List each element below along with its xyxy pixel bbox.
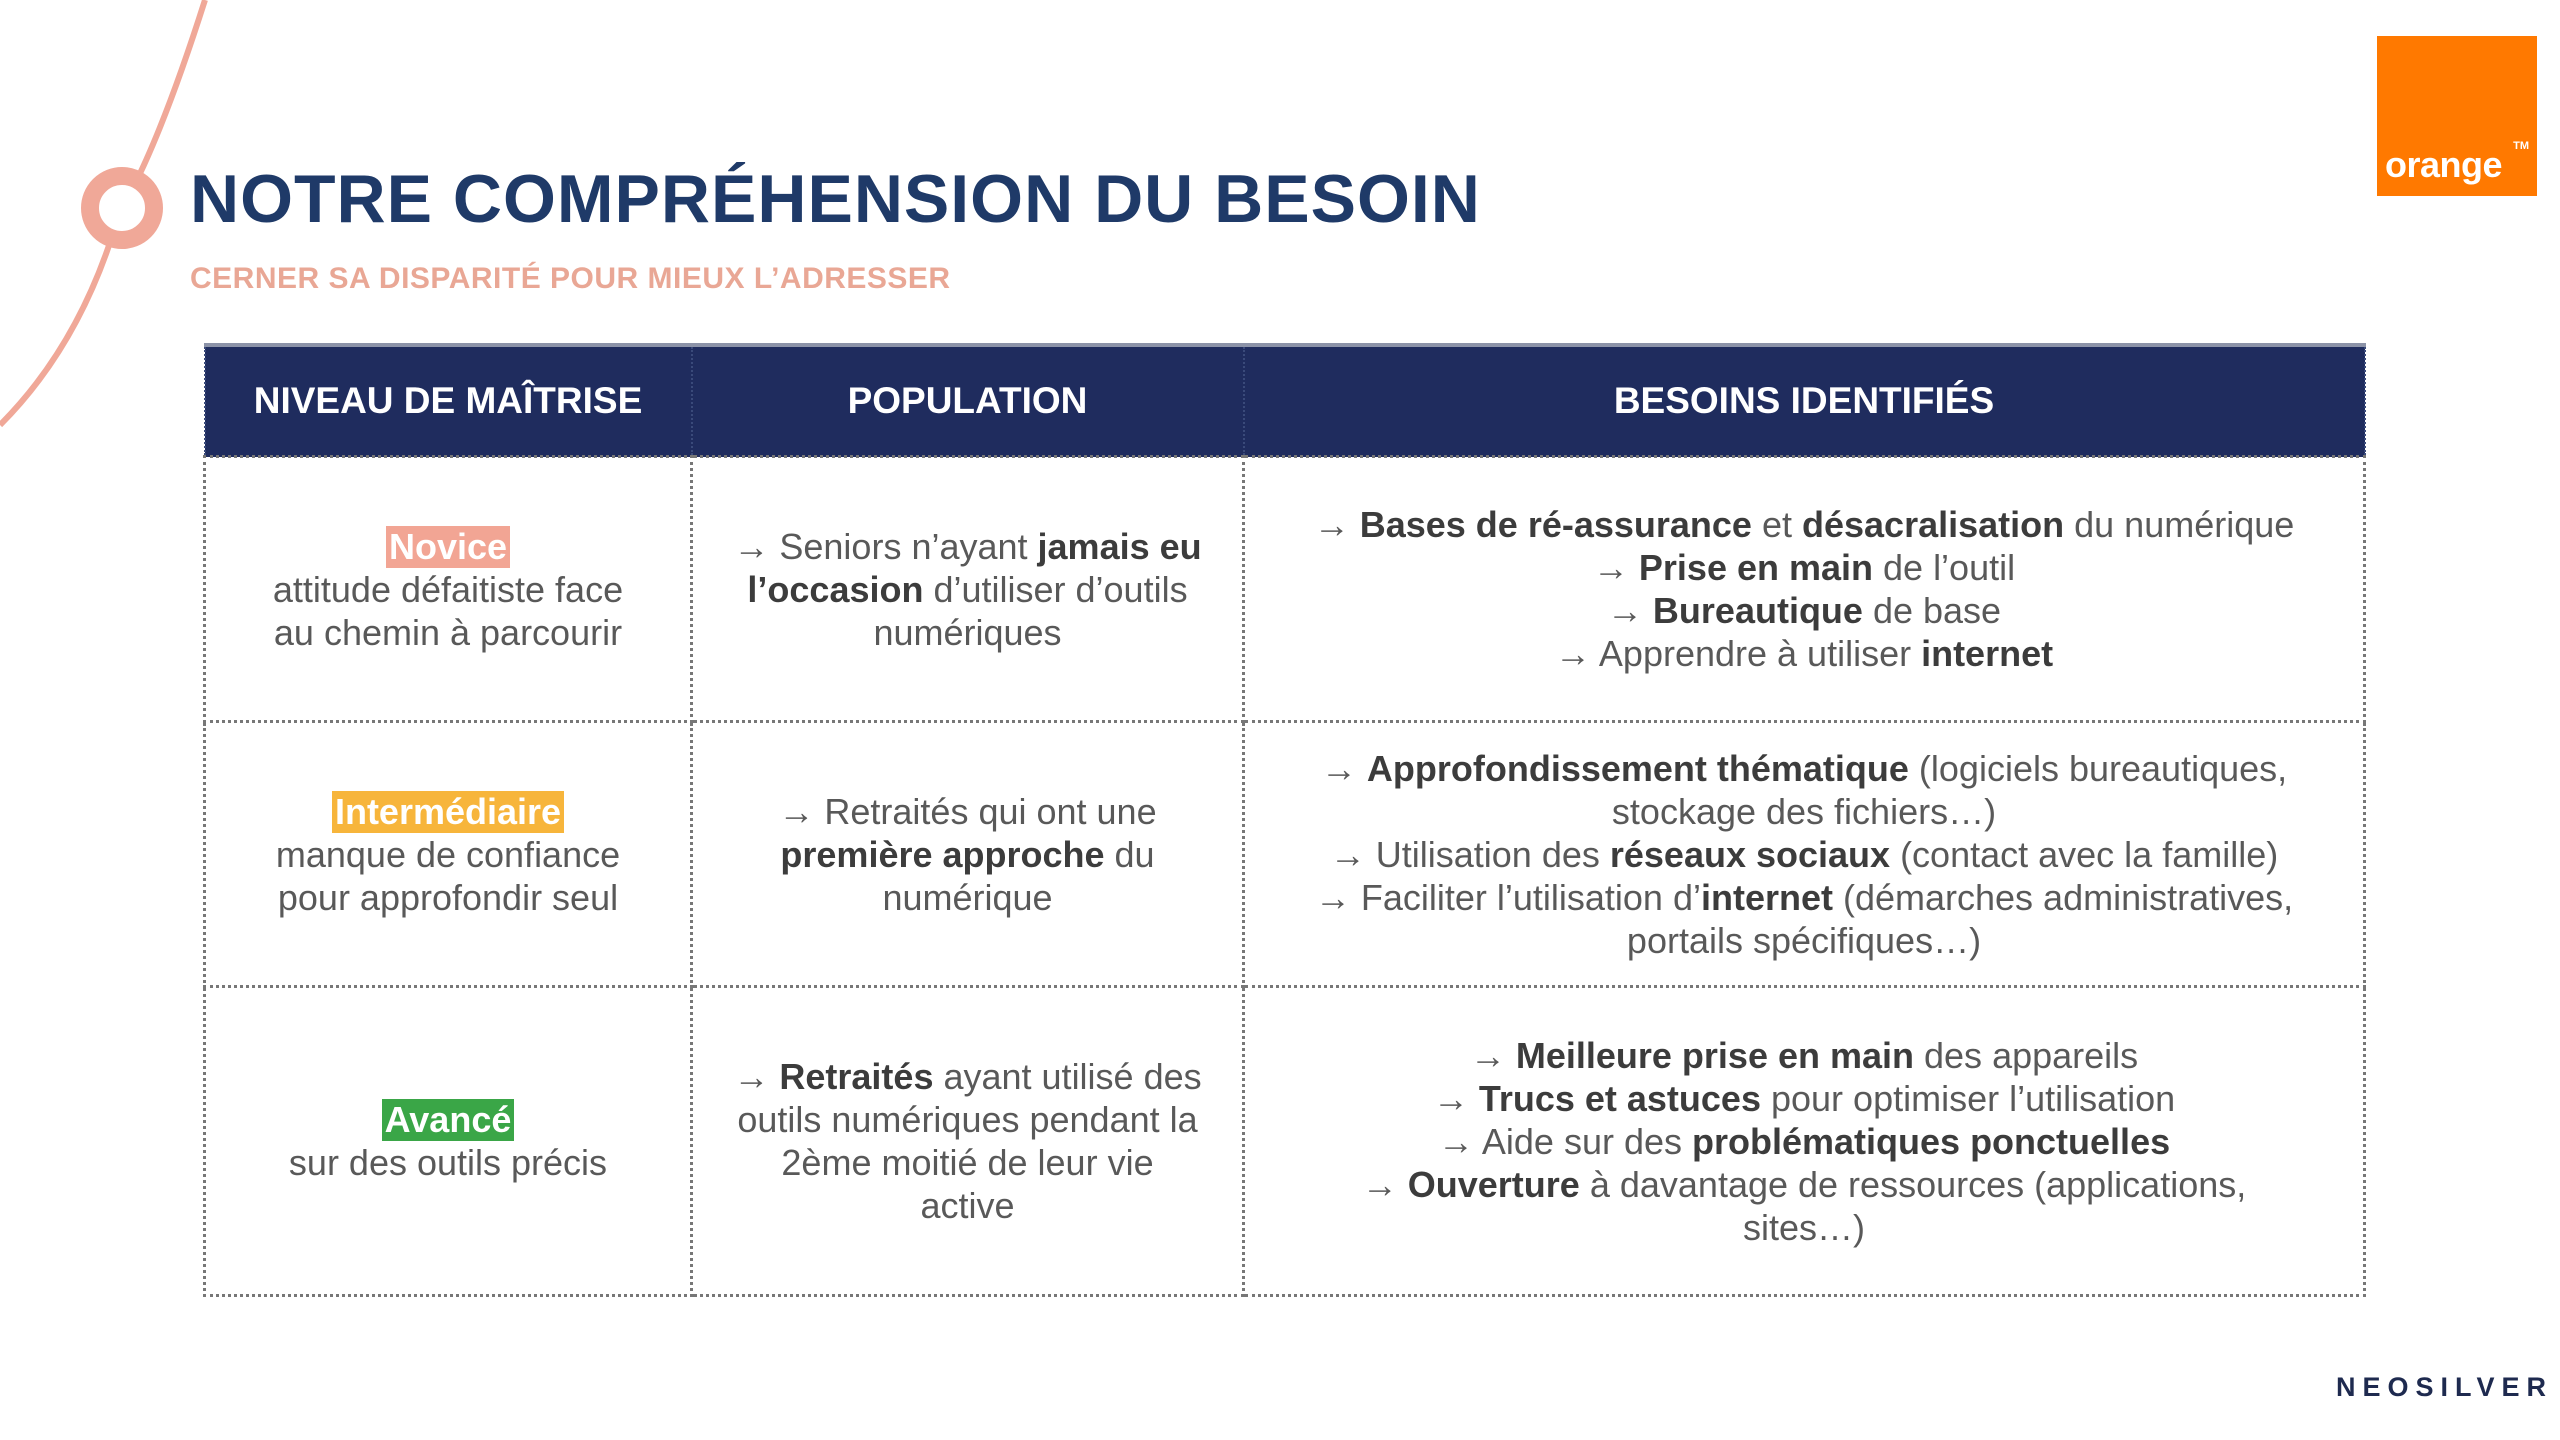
header-population: POPULATION [692, 345, 1244, 457]
need-line: → Ouverture à davantage de ressources (applications, [1361, 1163, 2247, 1205]
need-line: → Faciliter l’utilisation d’internet (démarches administratives, [1314, 876, 2294, 918]
population-line: → Retraités qui ont une [778, 790, 1157, 832]
level-tag-intermediaire: Intermédiaire [332, 791, 564, 833]
need-line: → Apprendre à utiliser internet [1554, 633, 2054, 674]
population-line: numériques [873, 611, 1062, 653]
header-besoins: BESOINS IDENTIFIÉS [1244, 345, 2365, 457]
cell-population-avance [692, 987, 1244, 1296]
population-line: numérique [882, 876, 1053, 918]
population-line: active [920, 1185, 1015, 1226]
need-line: stockage des fichiers…) [1611, 790, 1997, 832]
needs-table [203, 343, 2366, 1297]
neosilver-logo: NEOSILVER [2336, 1372, 2554, 1402]
level-desc-line: manque de confiance [275, 833, 621, 875]
need-line: → Meilleure prise en main des appareils [1469, 1034, 2139, 1076]
table-row-avance [205, 987, 2365, 1296]
need-line: → Bureautique de base [1606, 590, 2002, 631]
page-subtitle: CERNER SA DISPARITÉ POUR MIEUX L’ADRESSER [190, 262, 951, 295]
table-header-row [205, 345, 2365, 457]
level-desc-line: attitude défaitiste face [272, 568, 624, 610]
cell-level-intermediaire [205, 722, 692, 987]
need-line: → Trucs et astuces pour optimiser l’utilisation [1432, 1077, 2176, 1119]
need-line: → Utilisation des réseaux sociaux (contact avec la famille) [1329, 833, 2279, 875]
population-line: → Retraités ayant utilisé des [733, 1056, 1202, 1097]
level-tag-novice: Novice [386, 526, 510, 568]
cell-needs-intermediaire [1244, 722, 2365, 987]
population-line: l’occasion d’utiliser d’outils [747, 568, 1188, 610]
need-line: portails spécifiques…) [1626, 919, 1982, 961]
cell-population-novice [692, 457, 1244, 722]
level-desc-line: pour approfondir seul [277, 876, 619, 918]
cell-population-intermediaire [692, 722, 1244, 987]
need-line: sites…) [1742, 1206, 1865, 1248]
orange-logo [2377, 36, 2537, 196]
cell-level-avance [205, 987, 692, 1296]
population-line: 2ème moitié de leur vie [781, 1142, 1154, 1183]
page-title: NOTRE COMPRÉHENSION DU BESOIN [190, 161, 1481, 237]
cell-needs-avance [1244, 987, 2365, 1296]
cell-level-novice [205, 457, 692, 722]
level-desc-line: sur des outils précis [288, 1142, 608, 1183]
level-desc-line: au chemin à parcourir [273, 611, 623, 653]
table-row-intermediaire [205, 722, 2365, 987]
orange-logo-text: orange [2385, 144, 2503, 185]
population-line: première approche du [780, 833, 1155, 875]
orange-logo-trademark: TM [2513, 140, 2529, 152]
need-line: → Bases de ré-assurance et désacralisation du numérique [1313, 504, 2295, 545]
cell-needs-novice [1244, 457, 2365, 722]
need-line: → Aide sur des problématiques ponctuelles [1437, 1120, 2171, 1162]
population-line: outils numériques pendant la [737, 1099, 1198, 1140]
need-line: → Prise en main de l’outil [1592, 547, 2016, 588]
table-row-novice [205, 457, 2365, 722]
need-line: → Approfondissement thématique (logiciels bureautiques, [1320, 747, 2288, 789]
decorative-ring [90, 176, 154, 240]
header-niveau: NIVEAU DE MAÎTRISE [205, 345, 692, 457]
population-line: → Seniors n’ayant jamais eu [733, 525, 1202, 567]
level-tag-avance: Avancé [382, 1099, 515, 1141]
